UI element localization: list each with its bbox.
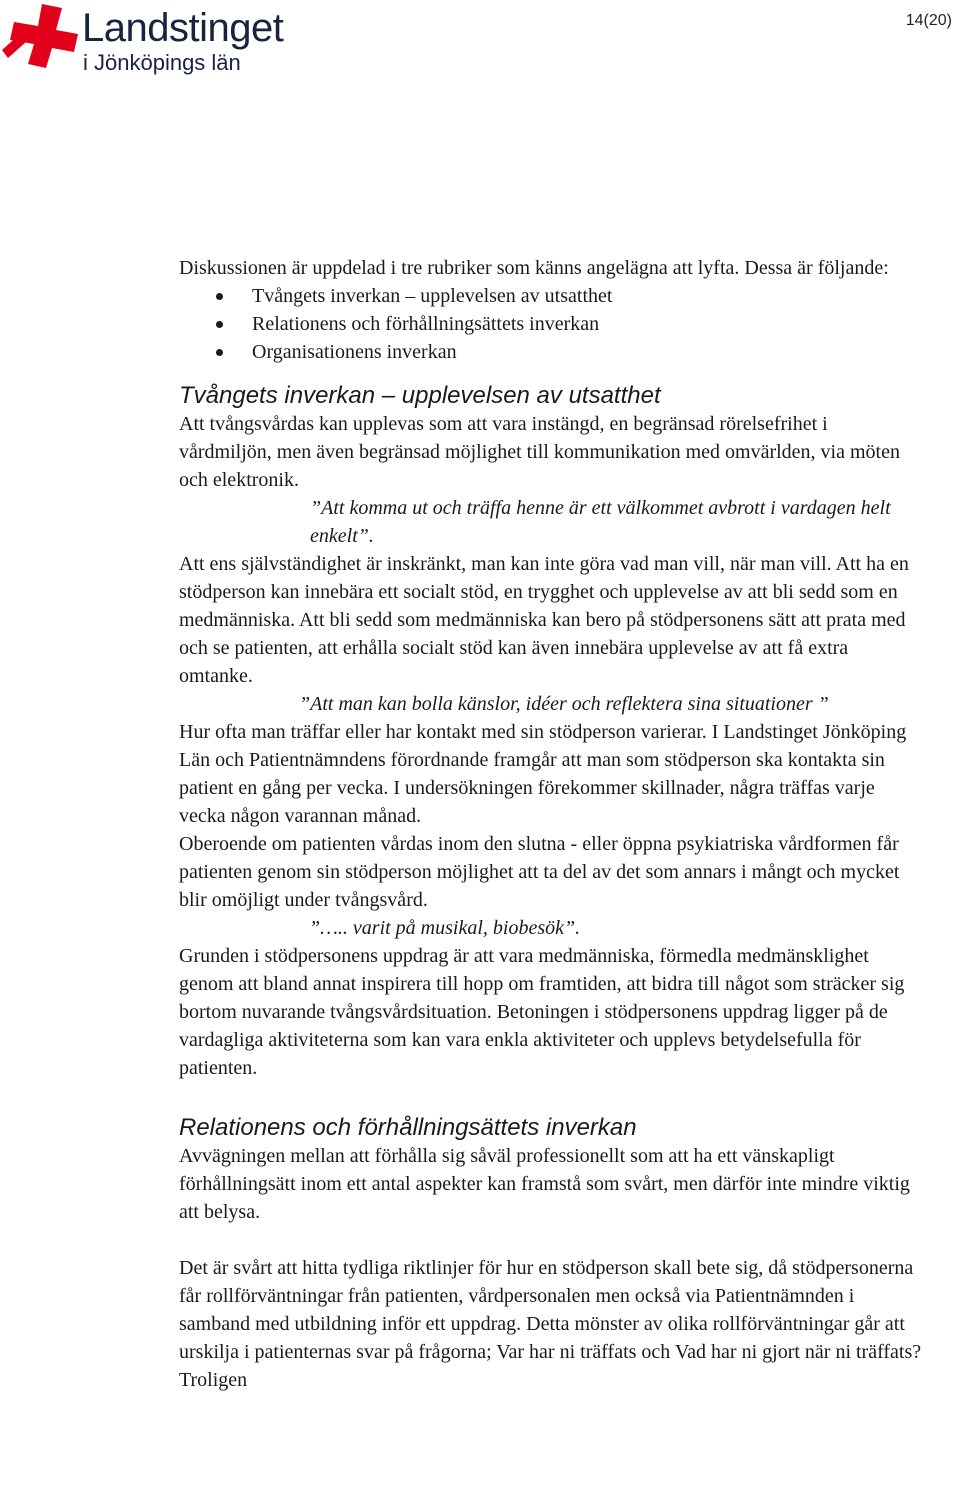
list-item: Relationens och förhållningsättets inverkan — [179, 310, 924, 338]
paragraph: Hur ofta man träffar eller har kontakt med sin stödperson varierar. I Landstinget Jönköping Län och Patientnämndens förordnande framgår att man som stödperson ska kontakta sin patient en gång per vecka. I undersökningen förekommer skillnader, några träffas varje vecka någon varannan månad. — [179, 721, 907, 827]
landstinget-logo — [0, 0, 330, 90]
logo-subtitle: i Jönköpings län — [83, 50, 241, 75]
logo-cross-icon — [2, 4, 78, 68]
paragraph: Oberoende om patienten vårdas inom den slutna - eller öppna psykiatriska vårdformen får patienten genom sin stödperson möjlighet att ta del av det som annars i mångt och mycket blir omöjligt under tvångsvård. — [179, 833, 900, 911]
quote: ”Att komma ut och träffa henne är ett välkommet avbrott i vardagen helt enkelt”. — [310, 497, 891, 547]
paragraph: Grunden i stödpersonens uppdrag är att vara medmänniska, förmedla medmänsklighet genom att bland annat inspirera till hopp om framtiden, att bidra till något som sträcker sig bortom nuvarande tvångsvårdsituation. Betoningen i stödpersonens uppdrag ligger på de vardagliga aktiviteterna som kan vara enkla aktiviteter och upplevs betydelsefulla för patienten. — [179, 945, 905, 1079]
logo-title: Landstinget — [82, 6, 284, 50]
intro-paragraph: Diskussionen är uppdelad i tre rubriker som känns angelägna att lyfta. Dessa är följande: — [179, 257, 889, 279]
page-number: 14(20) — [905, 12, 952, 29]
quote: ”Att man kan bolla känslor, idéer och reflektera sina situationer ” — [299, 693, 829, 715]
paragraph: Att tvångsvårdas kan upplevas som att vara instängd, en begränsad rörelsefrihet i vårdmiljön, men även begränsad möjlighet till kommunikation med omvärlden, via möten och elektronik. — [179, 413, 900, 491]
list-item: Tvångets inverkan – upplevelsen av utsatthet — [179, 282, 924, 310]
quote: ”….. varit på musikal, biobesök”. — [309, 917, 581, 939]
topic-list — [179, 282, 924, 366]
list-item: Organisationens inverkan — [179, 338, 924, 366]
paragraph: Att ens självständighet är inskränkt, man kan inte göra vad man vill, när man vill. Att ha en stödperson kan innebära ett socialt stöd, en trygghet och upplevelse av att bli sedd som en medmänniska. Att bli sedd som medmänniska kan bero på stödpersonens sätt att prata med och se patienten, att erhålla socialt stöd kan även innebära upplevelse av att få extra omtanke. — [179, 553, 909, 687]
paragraph: Det är svårt att hitta tydliga riktlinjer för hur en stödperson skall bete sig, då stödpersonerna får rollförväntningar från patienten, vårdpersonalen men också via Patientnämnden i samband med utbildning inför ett uppdrag. Detta mönster av olika rollförväntningar går att urskilja i patienternas svar på frågorna; Var har ni träffats och Vad har ni gjort när ni träffats? Troligen — [179, 1257, 922, 1391]
section-heading: Relationens och förhållningsättets inverkan — [179, 1114, 637, 1141]
section-heading: Tvångets inverkan – upplevelsen av utsatthet — [179, 382, 661, 409]
document-body — [179, 254, 924, 1394]
paragraph: Avvägningen mellan att förhålla sig såväl professionellt som att ha ett vänskapligt förhållningsätt inom ett antal aspekter kan framstå som svårt, men därför inte mindre viktig att belysa. — [179, 1145, 910, 1223]
